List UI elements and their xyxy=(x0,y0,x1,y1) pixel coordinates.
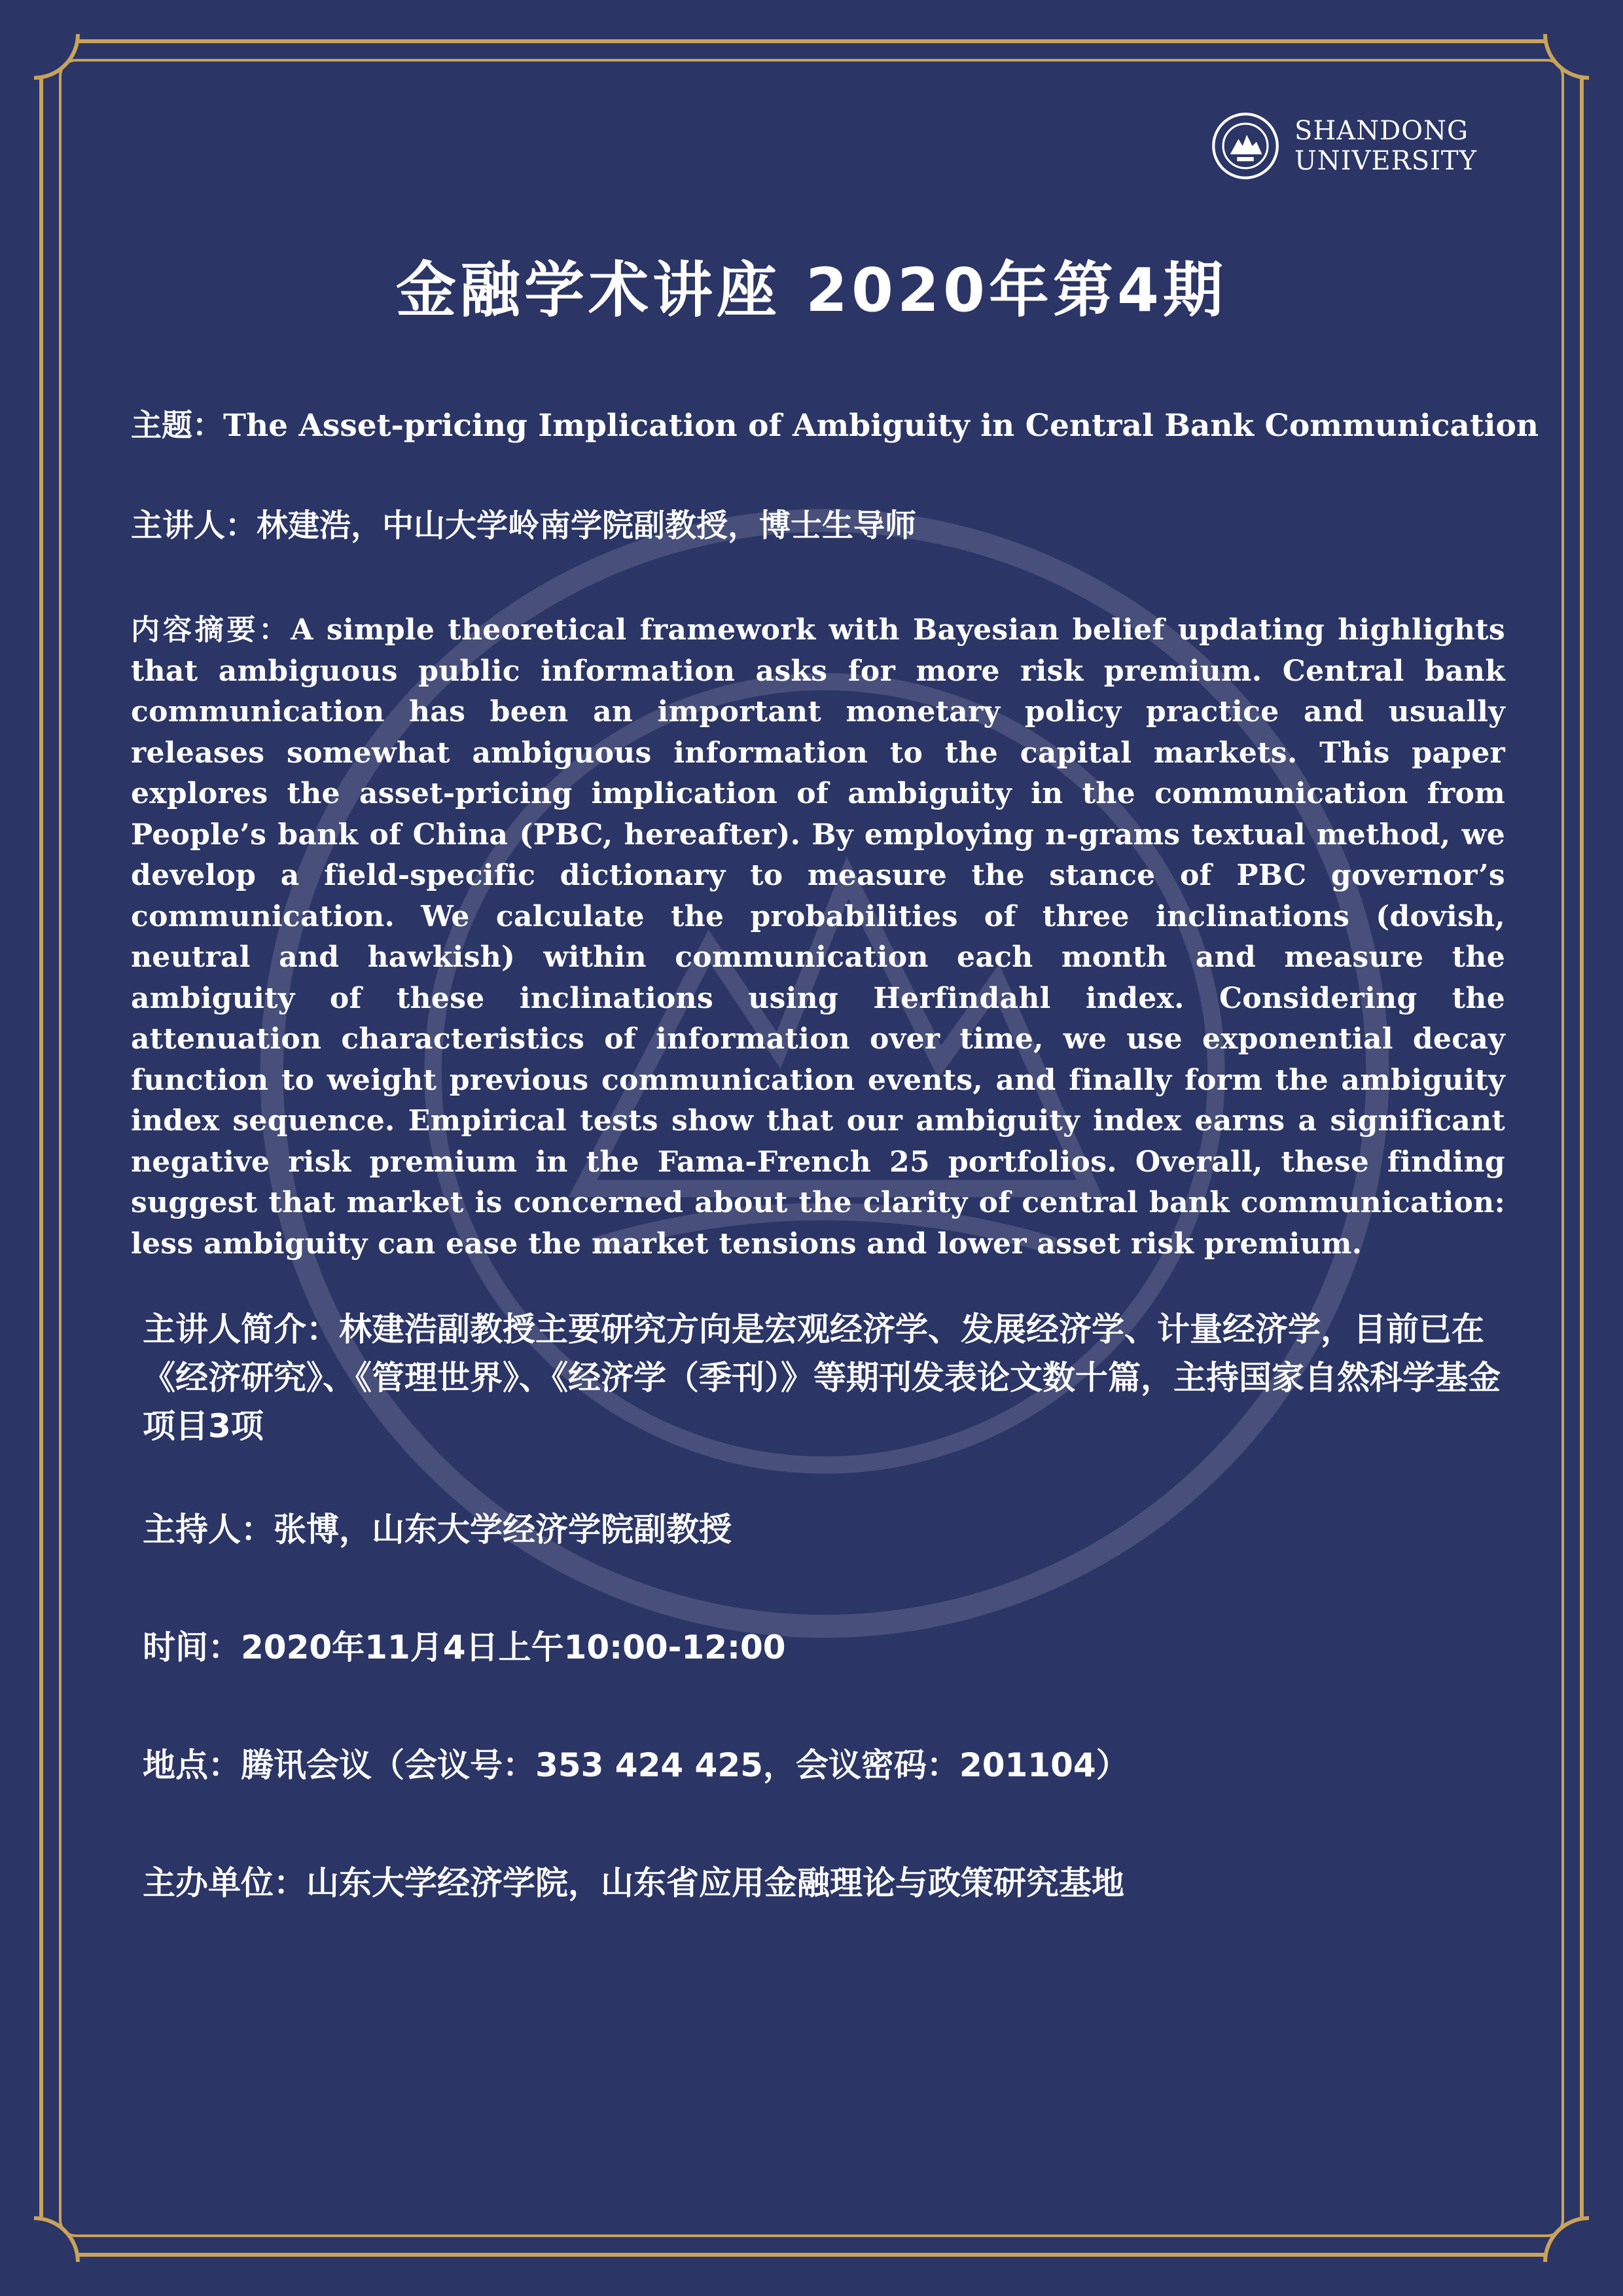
speaker-value: 林建浩，中山大学岭南学院副教授，博士生导师 xyxy=(257,507,917,544)
organizer-line xyxy=(131,1863,1505,1903)
host-value: 张博，山东大学经济学院副教授 xyxy=(274,1511,732,1549)
organizer-value: 山东大学经济学院，山东省应用金融理论与政策研究基地 xyxy=(306,1864,1124,1902)
speaker-line xyxy=(131,505,1505,546)
shandong-university-seal-icon xyxy=(1211,111,1280,181)
place-line xyxy=(131,1745,1505,1785)
time-label: 时间： xyxy=(143,1628,241,1666)
university-logo xyxy=(1211,111,1477,181)
poster-content xyxy=(131,406,1539,1903)
place-value: 腾讯会议（会议号：353 424 425，会议密码：201104） xyxy=(241,1746,1129,1784)
abstract-label: 内容摘要： xyxy=(131,613,291,647)
organizer-label: 主办单位： xyxy=(143,1864,306,1902)
topic-value: The Asset-pricing Implication of Ambiguity in Central Bank Communication xyxy=(223,408,1539,444)
logo-line-university: UNIVERSITY xyxy=(1294,146,1478,176)
place-label: 地点： xyxy=(143,1746,241,1784)
logo-line-shandong: SHANDONG xyxy=(1294,116,1469,146)
abstract-value: A simple theoretical framework with Bayesian belief updating highlights that ambiguous public information asks for more risk premium. Central bank communication has been an important monetary policy practice and usually releases somewhat ambiguous information to the capital markets. This paper explores the asset-pricing implication of ambiguity in the communication from People’s bank of China (PBC, hereafter). By employing n-grams textual method, we develop a field-specific dictionary to measure the stance of PBC governor’s communication. We calculate the probabilities of three inclinations (dovish, neutral and hawkish) within communication each month and measure the ambiguity of these inclinations using Herfindahl index. Considering the attenuation characteristics of information over time, we use exponential decay function to weight previous communication events, and finally form the ambiguity index sequence. Empirical tests show that our ambiguity index earns a significant negative risk premium in the Fama-French 25 portfolios. Overall, these finding suggest that market is concerned about the clarity of central bank communication: less ambiguity can ease the market tensions and lower asset risk premium. xyxy=(131,613,1505,1261)
time-value: 2020年11月4日上午10:00-12:00 xyxy=(241,1628,786,1666)
speaker-bio-paragraph xyxy=(131,1305,1505,1450)
time-line xyxy=(131,1627,1505,1668)
speaker-label: 主讲人： xyxy=(131,507,257,544)
host-label: 主持人： xyxy=(143,1511,274,1549)
topic-line xyxy=(131,406,1539,446)
bio-label: 主讲人简介： xyxy=(143,1310,339,1348)
bio-value: 林建浩副教授主要研究方向是宏观经济学、发展经济学、计量经济学，目前已在《经济研究》、《管理世界》、《经济学（季刊）》等期刊发表论文数十篇，主持国家自然科学基金项目3项 xyxy=(143,1310,1501,1445)
host-line xyxy=(131,1509,1505,1550)
poster-title: 金融学术讲座 2020年第4期 xyxy=(395,255,1228,325)
abstract-paragraph xyxy=(131,610,1505,1265)
topic-label: 主题： xyxy=(131,408,223,444)
